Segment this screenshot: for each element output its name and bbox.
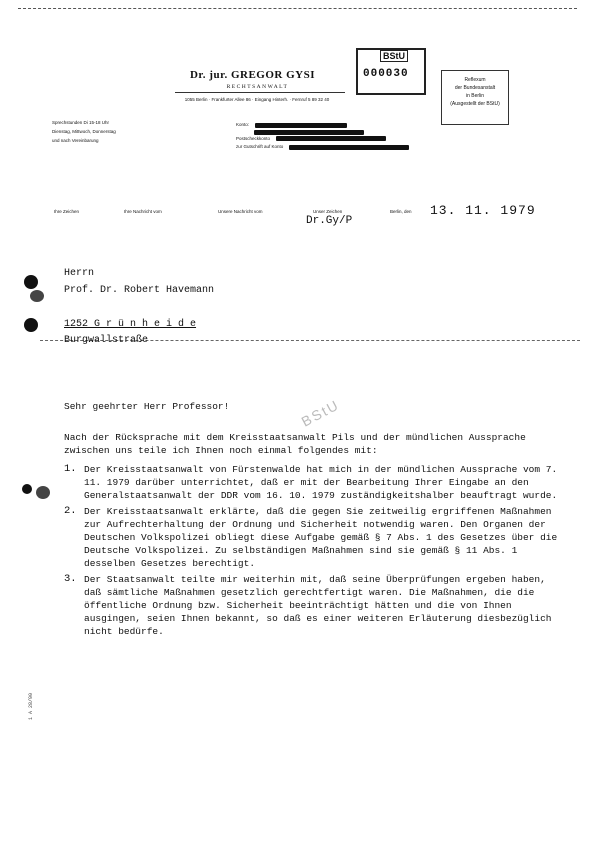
- list-item: [64, 573, 564, 638]
- bank-label: zur Gutschrift auf Konto: [236, 144, 284, 149]
- recipient-name: Prof. Dr. Robert Havemann: [64, 285, 215, 296]
- archive-line: (Ausgestellt der BStU): [450, 101, 500, 107]
- punch-hole: [22, 484, 32, 494]
- letter-greeting: Sehr geehrter Herr Professor!: [64, 401, 230, 412]
- archive-line: der Bundesanstalt: [454, 85, 496, 91]
- archive-stamp: [441, 70, 509, 125]
- punch-hole: [36, 486, 50, 499]
- letterhead-name: Dr. jur. GREGOR GYSI: [189, 69, 315, 81]
- recipient-street: Burgwallstraße: [64, 335, 149, 346]
- punch-hole: [24, 318, 38, 332]
- item-text: Der Kreisstaatsanwalt von Fürstenwalde hat mich in der mündlichen Aussprache vom 7. 11. 1979 darüber unterrichtet, daß er mit der Bearbeitung Ihrer Eingabe an den Generalstaatsanwalt der DDR vom 16. 10. 1979 zuständigkeitshalber beauftragt wurde.: [84, 464, 558, 501]
- item-number: 2.: [64, 505, 77, 517]
- label-your-message: Ihre Nachricht vom: [124, 209, 162, 214]
- letterhead-role: RECHTSANWALT: [226, 84, 289, 90]
- item-number: 1.: [64, 463, 77, 475]
- letter-body: [64, 400, 564, 641]
- label-our-message: Unsere Nachricht vom: [218, 209, 263, 214]
- letter-date: 13. 11. 1979: [430, 203, 536, 218]
- list-item: [64, 463, 564, 502]
- bstu-watermark: BStU: [298, 396, 343, 430]
- bstu-stamp-number: 000030: [363, 68, 409, 80]
- punch-hole: [30, 290, 44, 302]
- office-hours-line: Dienstag, Mittwoch, Donnerstag: [52, 129, 116, 134]
- label-your-sign: Ihre Zeichen: [54, 209, 80, 214]
- list-item: [64, 505, 564, 570]
- letterhead-office-hours: [52, 118, 116, 145]
- office-hours-line: und nach Vereinbarung: [52, 138, 99, 143]
- letterhead-address: 1055 Berlin · Frankfurter Allee 86 · Eingang Hinterh. · Fernruf 5 89 32 40: [184, 97, 330, 102]
- letterhead-bank-details: [236, 121, 409, 152]
- letterhead-rule: [175, 92, 345, 93]
- redaction-bar: [254, 130, 364, 135]
- archive-line: Reflexum: [464, 77, 486, 83]
- item-text: Der Kreisstaatsanwalt erklärte, daß die gegen Sie zeitweilig ergriffenen Maßnahmen zur Aufrechterhaltung der Ordnung und Sicherheit notwendig waren. Den Organen der Deutschen Volkspolizei obliegt diese Aufgabe gemäß § 7 Abs. 1 des Gesetzes über die Deutsche Volkspolizei. Zu selbständigen Maßnahmen sind sie gemäß § 11 Abs. 1 desselben Gesetzes berechtigt.: [84, 506, 558, 569]
- letter-reference: Dr.Gy/P: [306, 215, 353, 227]
- item-text: Der Staatsanwalt teilte mir weiterhin mit, daß seine Überprüfungen ergeben haben, daß sämtliche Maßnahmen gesetzlich gerechtfertigt waren. Die Maßnahmen, die die öffentliche Ordnung bzw. Sicherheit beeinträchtigt hätten und die von Ihnen ausgingen, seien Ihnen bekannt, so daß es einer weiteren Erläuterung diesbezüglich nicht bedürfe.: [84, 574, 552, 637]
- redaction-bar: [255, 123, 347, 128]
- label-our-sign: Unser Zeichen: [313, 209, 343, 214]
- punch-hole: [24, 275, 38, 289]
- recipient-salutation: Herrn: [64, 268, 95, 279]
- label-date: Berlin, den: [390, 209, 412, 214]
- redaction-bar: [289, 145, 409, 150]
- side-reference: 1 A 28/90: [28, 692, 34, 720]
- redaction-bar: [276, 136, 386, 141]
- letter-points: [64, 463, 564, 638]
- top-edge-rule: [18, 8, 577, 9]
- bank-label: Postscheckkonto: [236, 135, 271, 141]
- office-hours-line: Sprechstunden Di 15-18 Uhr: [52, 120, 110, 125]
- item-number: 3.: [64, 573, 77, 585]
- archive-line: in Berlin: [465, 93, 485, 99]
- letter-intro: Nach der Rücksprache mit dem Kreisstaatsanwalt Pils und der mündlichen Aussprache zwischen uns teile ich Ihnen noch einmal folgendes mit:: [64, 432, 526, 456]
- bstu-stamp-label: BStU: [380, 50, 408, 62]
- bank-label: Konto:: [236, 122, 250, 127]
- recipient-city: 1252 G r ü n h e i d e: [64, 319, 197, 330]
